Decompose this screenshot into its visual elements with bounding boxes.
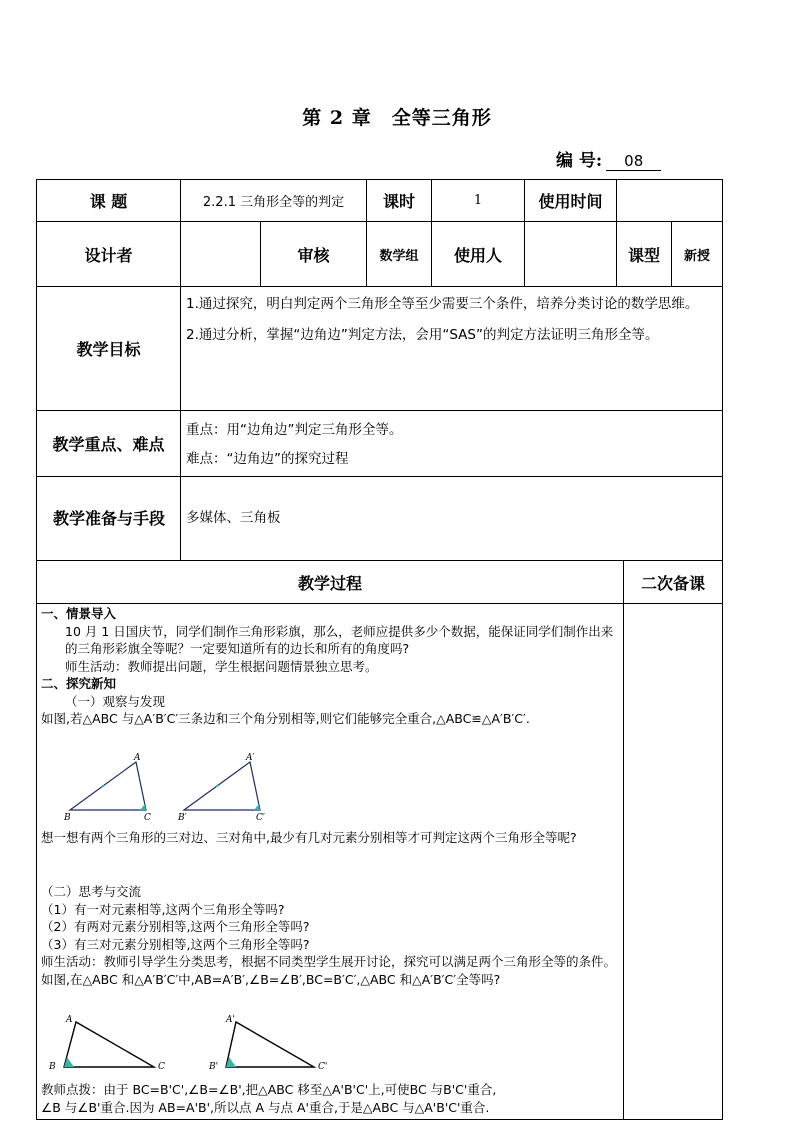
fig2-label-b-prime: B' — [209, 1062, 219, 1072]
serial-label: 编 号: — [556, 151, 603, 171]
section-heading-explore: 二、探究新知 — [41, 676, 117, 691]
lesson-type-label: 课型 — [627, 245, 660, 265]
user-label: 使用人 — [453, 245, 502, 265]
use-time-label: 使用时间 — [538, 192, 603, 211]
discuss-activity: 师生活动：教师引导学生分类思考，根据不同类型学生展开讨论，探究可以满足两个三角形全等的条件。 — [41, 954, 617, 969]
user-value[interactable] — [525, 222, 616, 286]
triangle-abc — [70, 762, 146, 810]
section-heading-intro: 一、情景导入 — [41, 606, 117, 621]
focus-text: 重点：用“边角边”判定三角形全等。 — [186, 422, 403, 438]
teacher-hint-2: ∠B 与∠B'重合.因为 AB=A'B',所以点 A 与点 A'重合,于是△ABC 与△A'B'C'重合. — [41, 1100, 490, 1115]
designer-value[interactable] — [181, 222, 260, 286]
triangle-a1b1c1 — [184, 762, 260, 810]
question-3: （3）有三对元素分别相等,这两个三角形全等吗? — [41, 936, 310, 952]
objective-item-2: 2.通过分析，掌握“边角边”判定方法，会用“SAS”的判定方法证明三角形全等。 — [186, 327, 659, 343]
topic-label: 课 题 — [89, 192, 128, 211]
fig2-label-a-prime: A' — [226, 1015, 235, 1025]
fig2-label-c: C — [158, 1062, 165, 1072]
key-points-content — [186, 416, 716, 474]
fig1-label-a-prime: A′ — [246, 753, 255, 763]
key-points-label: 教学重点、难点 — [52, 435, 165, 454]
think-question: 想一想有两个三角形的三对边、三对角中,最少有几对元素分别相等才可判定这两个三角形全等呢? — [41, 830, 577, 845]
reviewer-value: 数学组 — [379, 248, 419, 264]
question-2: （2）有两对元素分别相等,这两个三角形全等吗? — [41, 919, 310, 934]
intro-paragraph: 10 月 1 日国庆节，同学们制作三角形彩旗，那么，老师应提供多少个数据，能保证同学们制作出来的三角形彩旗全等呢？一定要知道所有的边长和所有的角度吗? — [65, 623, 614, 656]
subsection-observe: （一）观察与发现 — [65, 693, 166, 709]
fig2-label-c-prime: C' — [318, 1062, 328, 1072]
fig1-label-c: C — [144, 813, 151, 823]
teacher-hint-1: 教师点拨：由于 BC=B'C',∠B=∠B',把△ABC 移至△A'B'C'上,可使BC 与B'C'重合, — [41, 1082, 497, 1097]
subsection-discuss: （二）思考与交流 — [41, 884, 142, 899]
preparation-label: 教学准备与手段 — [52, 508, 165, 528]
fig1-label-b: B — [64, 813, 71, 823]
objective-item-1: 1.通过探究，明白判定两个三角形全等至少需要三个条件，培养分类讨论的数学思维。 — [186, 296, 699, 312]
process-section-4 — [41, 1081, 619, 1117]
intro-activity: 师生活动：教师提出问题，学生根据问题情景独立思考。 — [65, 658, 378, 674]
chapter-title: 第 2 章 全等三角形 — [302, 107, 492, 129]
period-value: 1 — [473, 193, 483, 208]
fig2-label-a: A — [66, 1015, 73, 1025]
second-prep-label: 二次备课 — [640, 573, 705, 593]
period-label: 课时 — [382, 192, 415, 211]
process-section-1 — [41, 605, 619, 728]
sas-example: 如图,在△ABC 和△A′B′C′中,AB=A′B′,∠B=∠B′,BC=B′C′,△ABC 和△A′B′C′全等吗? — [41, 971, 501, 987]
figure-sas-triangles — [46, 1012, 346, 1076]
observe-paragraph: 如图,若△ABC 与△A′B′C′三条边和三个角分别相等,则它们能够完全重合,△ABC≌△A′B′C′. — [41, 711, 530, 726]
figure-congruent-triangles — [60, 752, 280, 828]
objectives-content — [186, 289, 716, 351]
difficulty-text: 难点：“边角边”的探究过程 — [186, 451, 349, 467]
process-label: 教学过程 — [297, 573, 362, 593]
triangle-abc-sas — [64, 1022, 154, 1067]
triangle-a1b1c1-sas — [226, 1022, 314, 1067]
use-time-value[interactable] — [617, 180, 722, 221]
topic-value: 2.2.1 三角形全等的判定 — [202, 195, 345, 210]
fig1-label-b-prime: B′ — [178, 813, 187, 823]
serial-value: 08 — [606, 152, 661, 171]
designer-label: 设计者 — [84, 245, 133, 265]
objectives-label: 教学目标 — [76, 340, 141, 359]
question-1: （1）有一对元素相等,这两个三角形全等吗? — [41, 901, 285, 917]
process-section-3 — [41, 883, 619, 988]
reviewer-label: 审核 — [297, 245, 330, 265]
fig1-label-a: A — [134, 753, 141, 763]
preparation-value: 多媒体、三角板 — [186, 510, 281, 526]
lesson-type-value: 新授 — [683, 248, 710, 264]
fig1-label-c-prime: C′ — [256, 813, 265, 823]
fig2-label-b: B — [49, 1062, 56, 1072]
process-section-2 — [41, 829, 619, 847]
serial-number — [556, 146, 661, 171]
